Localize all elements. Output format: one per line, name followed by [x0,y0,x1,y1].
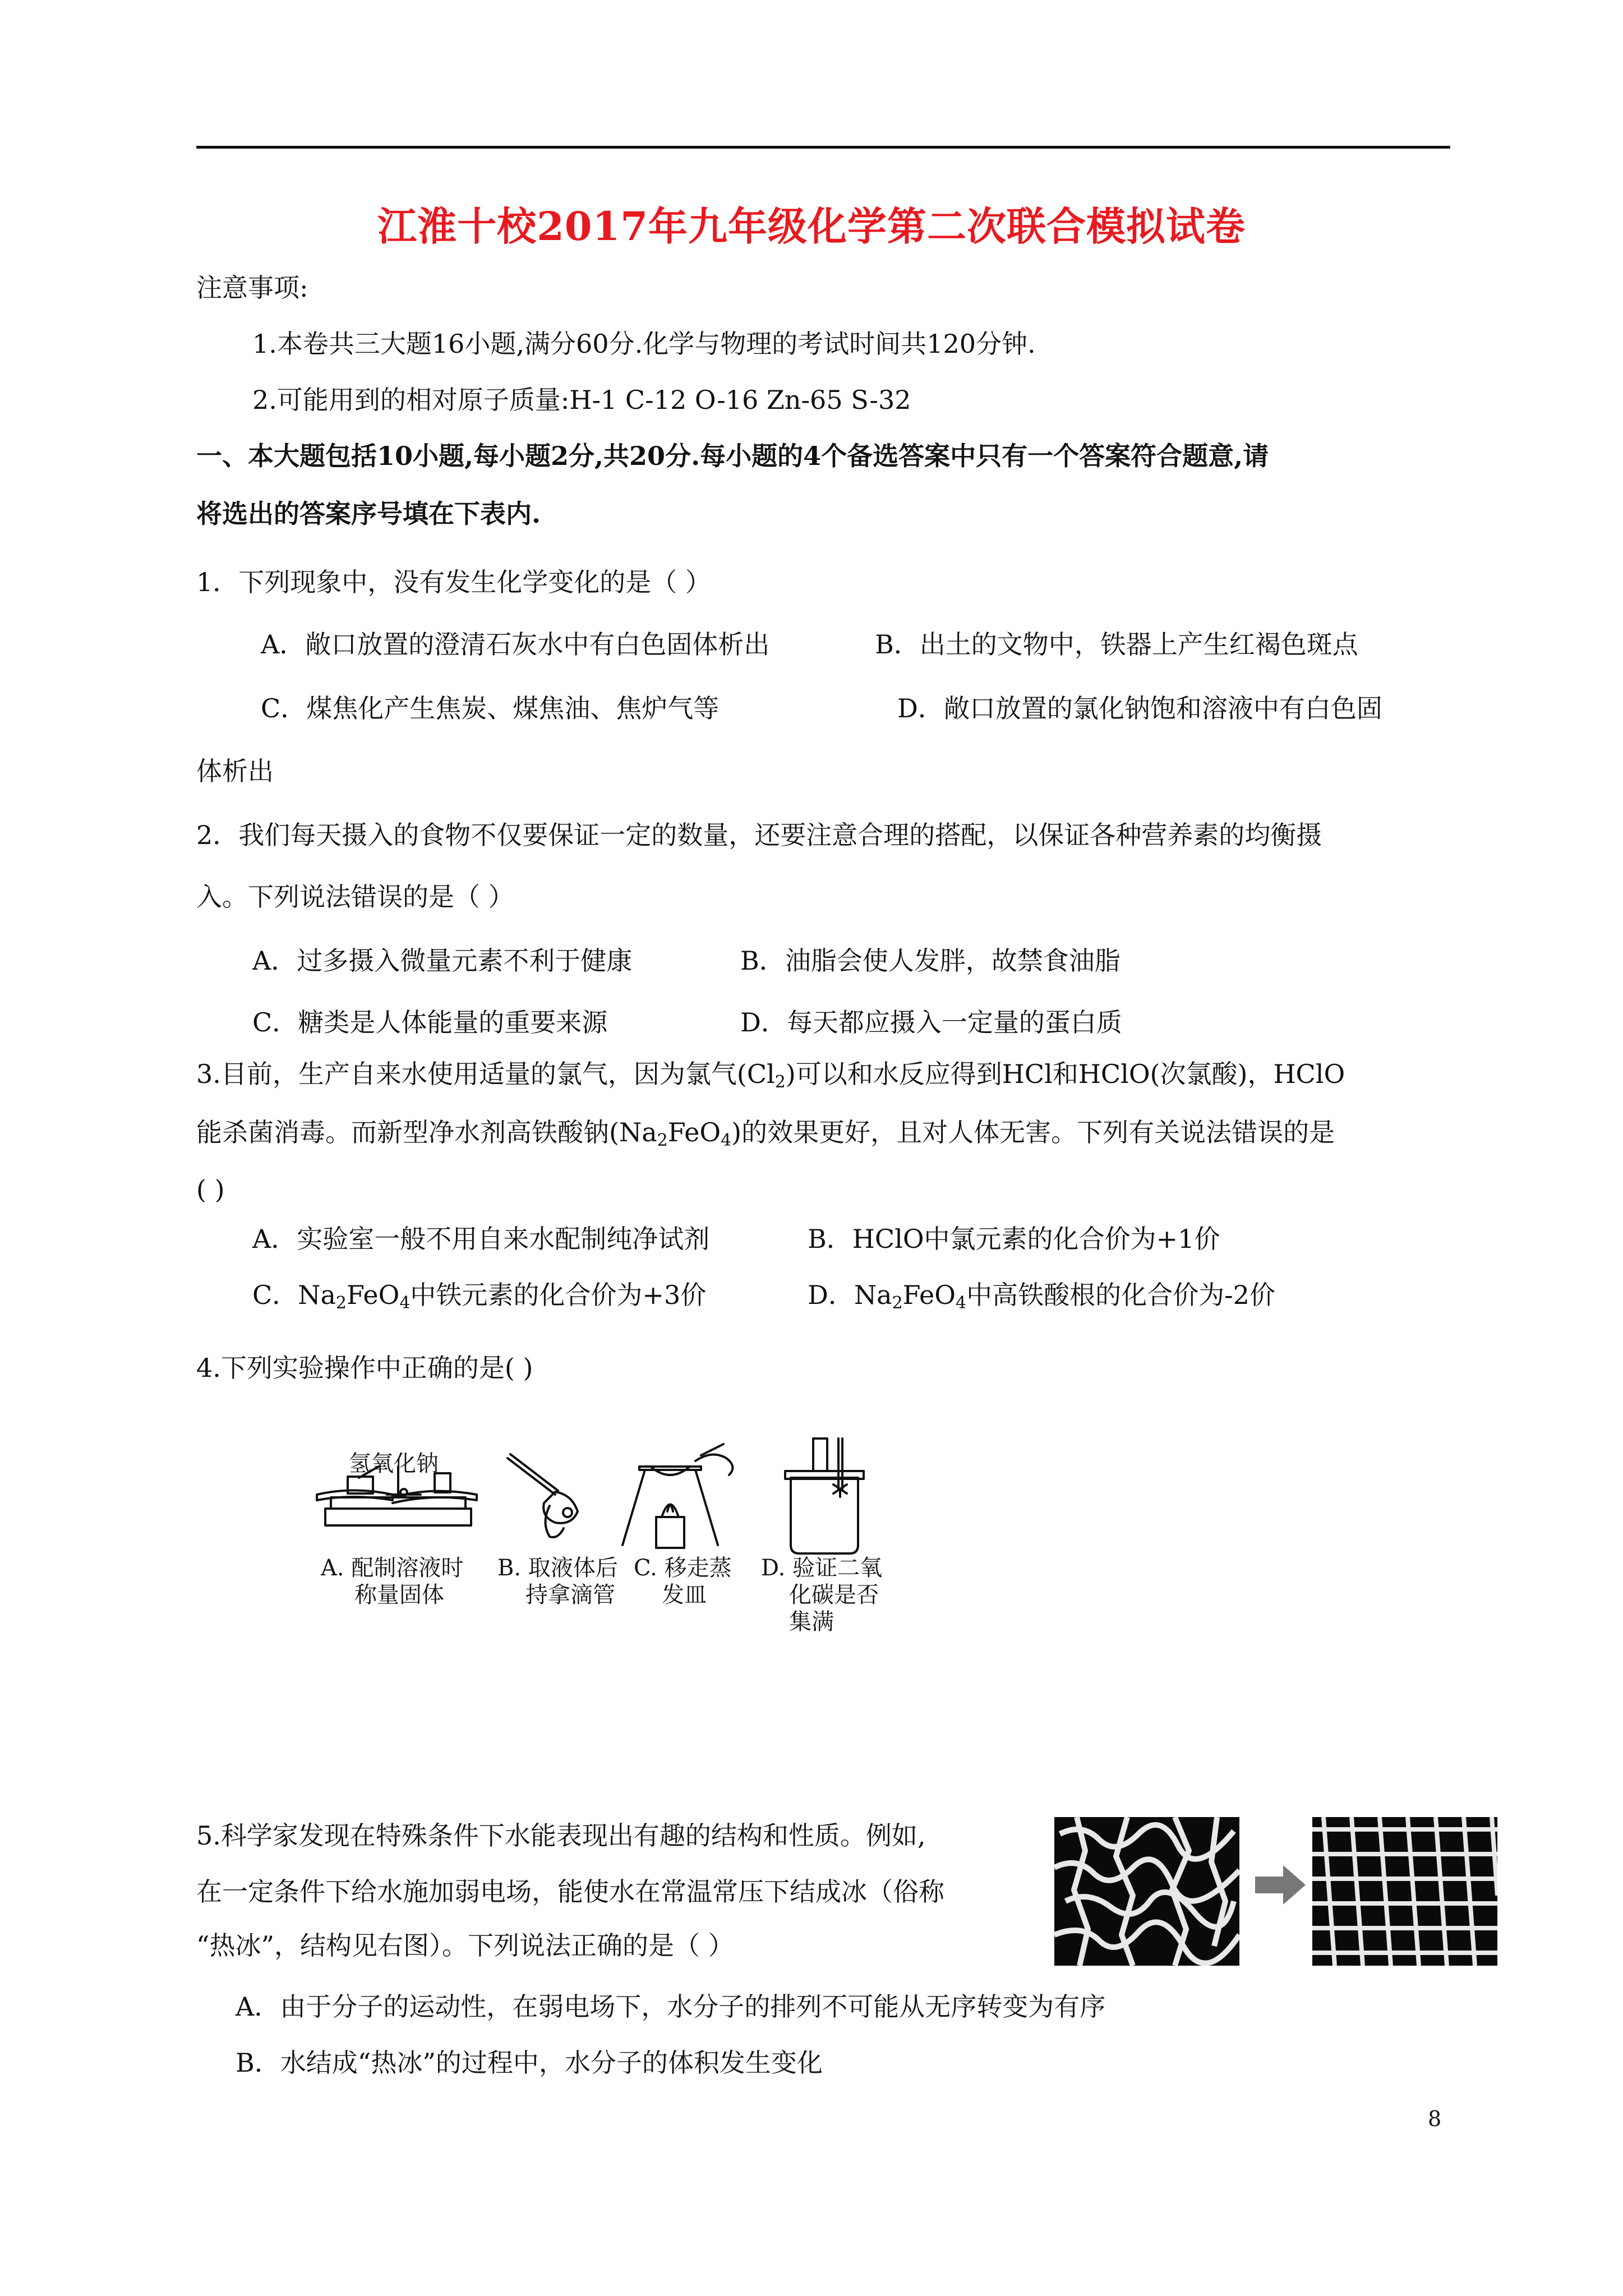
q5-stem-line2: 在一定条件下给水施加弱电场，能使水在常温常压下结成冰（俗称 [196,1877,944,1907]
q2-option-d: D．每天都应摄入一定量的蛋白质 [740,1007,1122,1038]
right-arrow-icon [1255,1865,1306,1905]
q2-option-c: C．糖类是人体能量的重要来源 [252,1007,608,1038]
dropper-hand-icon [508,1454,578,1537]
q3-option-b: B．HClO中氯元素的化合价为+1价 [808,1224,1220,1254]
q3-option-c: C．$Na_2FeO_4$中铁元素的化合价为+3价 [252,1280,707,1313]
q4-stem: 4.下列实验操作中正确的是( ) [196,1353,533,1383]
gas-jar-icon [785,1439,864,1553]
q5-option-b: B．水结成“热冰”的过程中，水分子的体积发生变化 [236,2048,823,2078]
q4-label-b: B. 取液体后 持拿滴管 [497,1555,618,1608]
q2-option-b: B．油脂会使人发胖，故禁食油脂 [740,946,1121,976]
q3-stem-line1: 3.目前，生产自来水使用适量的氯气，因为氯气$(Cl_2)$可以和水反应得到HCl和HClO(次氯酸)，HClO [196,1059,1345,1092]
section1-line2: 将选出的答案序号填在下表内. [196,499,541,529]
notice-heading: 注意事项: [196,273,308,303]
notice-item-1: 1.本卷共三大题16小题,满分60分.化学与物理的考试时间共120分钟. [252,329,1036,359]
q5-option-a: A．由于分子的运动性，在弱电场下，水分子的排列不可能从无序转变为有序 [236,1991,1106,2022]
page-title: 江淮十校2017年九年级化学第二次联合模拟试卷 [377,203,1246,250]
notice-item-2: 2.可能用到的相对原子质量:H-1 C-12 O-16 Zn-65 S-32 [252,385,911,415]
q4-figure-label-naoh: 氢氧化钠 [349,1451,439,1477]
q1-option-c: C．煤焦化产生焦炭、煤焦油、焦炉气等 [261,693,720,723]
water-structure-ordered-image [1312,1817,1497,1966]
q3-option-d: D．$Na_2FeO_4$中高铁酸根的化合价为-2价 [808,1280,1275,1313]
q2-option-a: A．过多摄入微量元素不利于健康 [252,946,633,976]
q4-label-a: A. 配制溶液时 称量固体 [321,1555,464,1608]
q1-option-d: D．敞口放置的氯化钠饱和溶液中有白色固 [897,693,1382,723]
water-structure-disordered-image [1054,1817,1239,1966]
q5-stem-line1: 5.科学家发现在特殊条件下水能表现出有趣的结构和性质。例如, [196,1820,926,1851]
page-number: 8 [1428,2106,1442,2131]
q4-label-d: D. 验证二氧 化碳是否 集满 [761,1555,883,1635]
balance-icon [317,1467,477,1525]
q2-stem-line2: 入。下列说法错误的是（ ） [196,882,514,912]
q1-option-d-cont: 体析出 [196,756,274,786]
q5-stem-line3: “热冰”，结构见右图）。下列说法正确的是（ ） [196,1930,734,1961]
q1-option-b: B．出土的文物中，铁器上产生红褐色斑点 [875,629,1358,660]
q4-label-c: C. 移走蒸 发皿 [634,1555,732,1608]
q2-stem-line1: 2．我们每天摄入的食物不仅要保证一定的数量，还要注意合理的搭配，以保证各种营养素的均衡摄 [196,820,1322,850]
section1-line1: 一、本大题包括10小题,每小题2分,共20分.每小题的4个备选答案中只有一个答案符合题意,请 [196,441,1269,471]
q3-stem-line2: 能杀菌消毒。而新型净水剂高铁酸钠$(Na_2FeO_4)$的效果更好，且对人体无害。下列有关说法错误的是 [196,1117,1335,1150]
q3-option-a: A．实验室一般不用自来水配制纯净试剂 [252,1224,710,1254]
evaporating-dish-icon [623,1444,732,1548]
q3-stem-line3: ( ) [196,1174,225,1205]
q1-stem: 1．下列现象中，没有发生化学变化的是（ ） [196,567,711,597]
header-rule [196,146,1450,149]
q1-option-a: A．敞口放置的澄清石灰水中有白色固体析出 [261,629,770,660]
